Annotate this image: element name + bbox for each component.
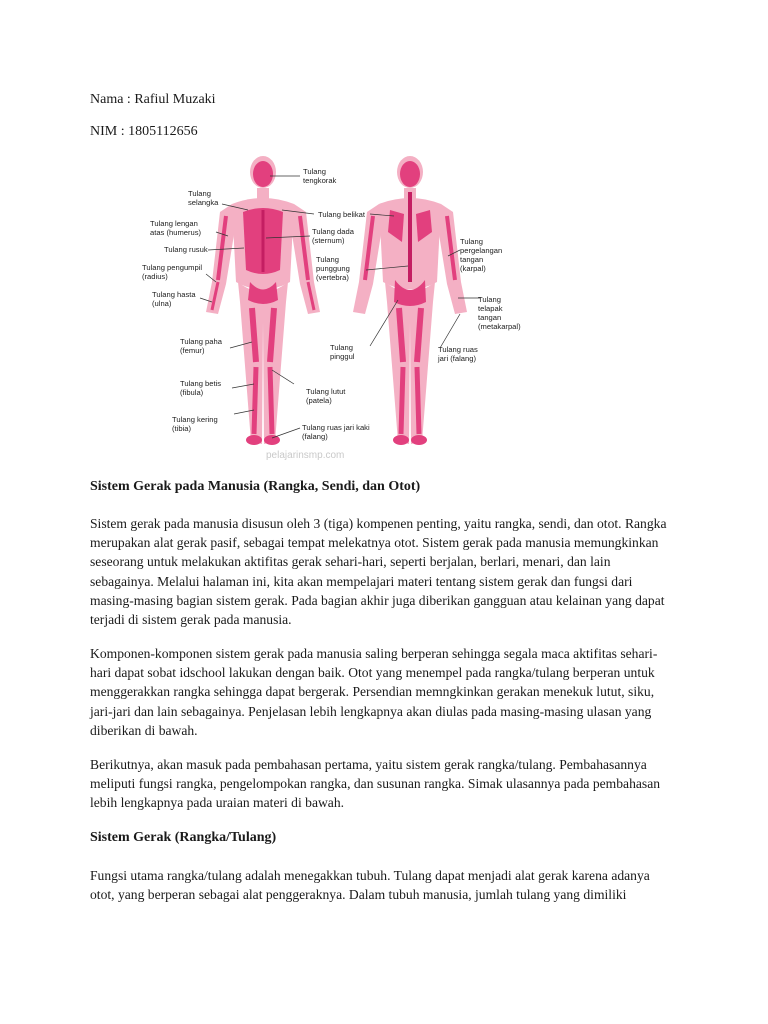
label-paha: Tulang paha (femur)	[180, 337, 222, 355]
label-ruas-jari-kaki: Tulang ruas jari kaki (falang)	[302, 423, 370, 441]
student-name: Nama : Rafiul Muzaki	[90, 92, 216, 107]
label-ruas-jari: Tulang ruas jari (falang)	[438, 345, 478, 363]
label-punggung: Tulang punggung (vertebra)	[316, 255, 350, 282]
label-telapak: Tulang telapak tangan (metakarpal)	[478, 295, 521, 331]
section-heading: Sistem Gerak pada Manusia (Rangka, Sendi, dan Otot)	[90, 479, 421, 494]
label-hasta: Tulang hasta (ulna)	[152, 290, 196, 308]
label-rusuk: Tulang rusuk	[164, 245, 208, 254]
paragraph: Berikutnya, akan masuk pada pembahasan pertama, yaitu sistem gerak rangka/tulang. Pembahasannya meliputi fungsi rangka, pengelompokan rangka, dan susunan rangka. Simak ulasannya pada pembahasan lebih lengkapnya pada uraian materi di bawah.	[90, 757, 661, 811]
paragraph: Fungsi utama rangka/tulang adalah menegakkan tubuh. Tulang dapat menjadi alat gerak karena adanya otot, yang berperan sebagai alat penggeraknya. Dalam tubuh manusia, jumlah tulang yang dimiliki	[90, 868, 650, 903]
label-tengkorak: Tulang tengkorak	[303, 167, 337, 185]
figure-watermark: pelajarinsmp.com	[266, 450, 345, 461]
label-lutut: Tulang lutut (patela)	[306, 387, 346, 405]
label-belikat: Tulang belikat	[318, 210, 365, 219]
skeleton-figure	[140, 152, 560, 464]
label-lengan-atas: Tulang lengan atas (humerus)	[150, 219, 202, 237]
label-pinggul: Tulang pinggul	[330, 343, 355, 361]
paragraph: Komponen-komponen sistem gerak pada manusia saling berperan sehingga segala maca aktifitas sehari- hari dapat sobat idschool lakukan dengan baik. Otot yang menempel pada rangka/tulang berperan untuk menggerakkan rangka sehingga dapat bergerak. Persendian memngkinkan gerakan menekuk lutut, siku, jari-jari dan lain sebagainya. Penjelasan lebih lengkapnya akan diulas pada masing-masing ulasan yang diberikan di bawah.	[90, 646, 658, 738]
section-heading: Sistem Gerak (Rangka/Tulang)	[90, 830, 277, 845]
label-dada: Tulang dada (sternum)	[312, 227, 354, 245]
label-kering: Tulang kering (tibia)	[172, 415, 218, 433]
skeleton-back	[353, 156, 467, 445]
label-betis: Tulang betis (fibula)	[180, 379, 222, 397]
label-selangka: Tulang selangka	[188, 189, 219, 207]
label-pergelangan: Tulang pergelangan tangan (karpal)	[460, 237, 503, 273]
skeleton-diagram	[140, 152, 560, 464]
label-pengumpil: Tulang pengumpil (radius)	[142, 263, 203, 281]
skeleton-front	[206, 156, 320, 445]
student-nim: NIM : 1805112656	[90, 124, 198, 139]
paragraph: Sistem gerak pada manusia disusun oleh 3 (tiga) kompenen penting, yaitu rangka, sendi, dan otot. Rangka merupakan alat gerak pasif, sebagai tempat melekatnya otot. Sistem gerak pada manusia memungkinkan seseorang untuk melakukan aktifitas gerak sehari-hari, seperti berjalan, berlari, menari, dan lain sebagainya. Melalui halaman ini, kita akan mempelajari materi tentang sistem gerak dan fungsi dari masing-masing bagian sistem gerak. Pada bagian akhir juga diberikan gangguan atau kelainan yang dapat terjadi di sistem gerak pada manusia.	[90, 516, 667, 628]
